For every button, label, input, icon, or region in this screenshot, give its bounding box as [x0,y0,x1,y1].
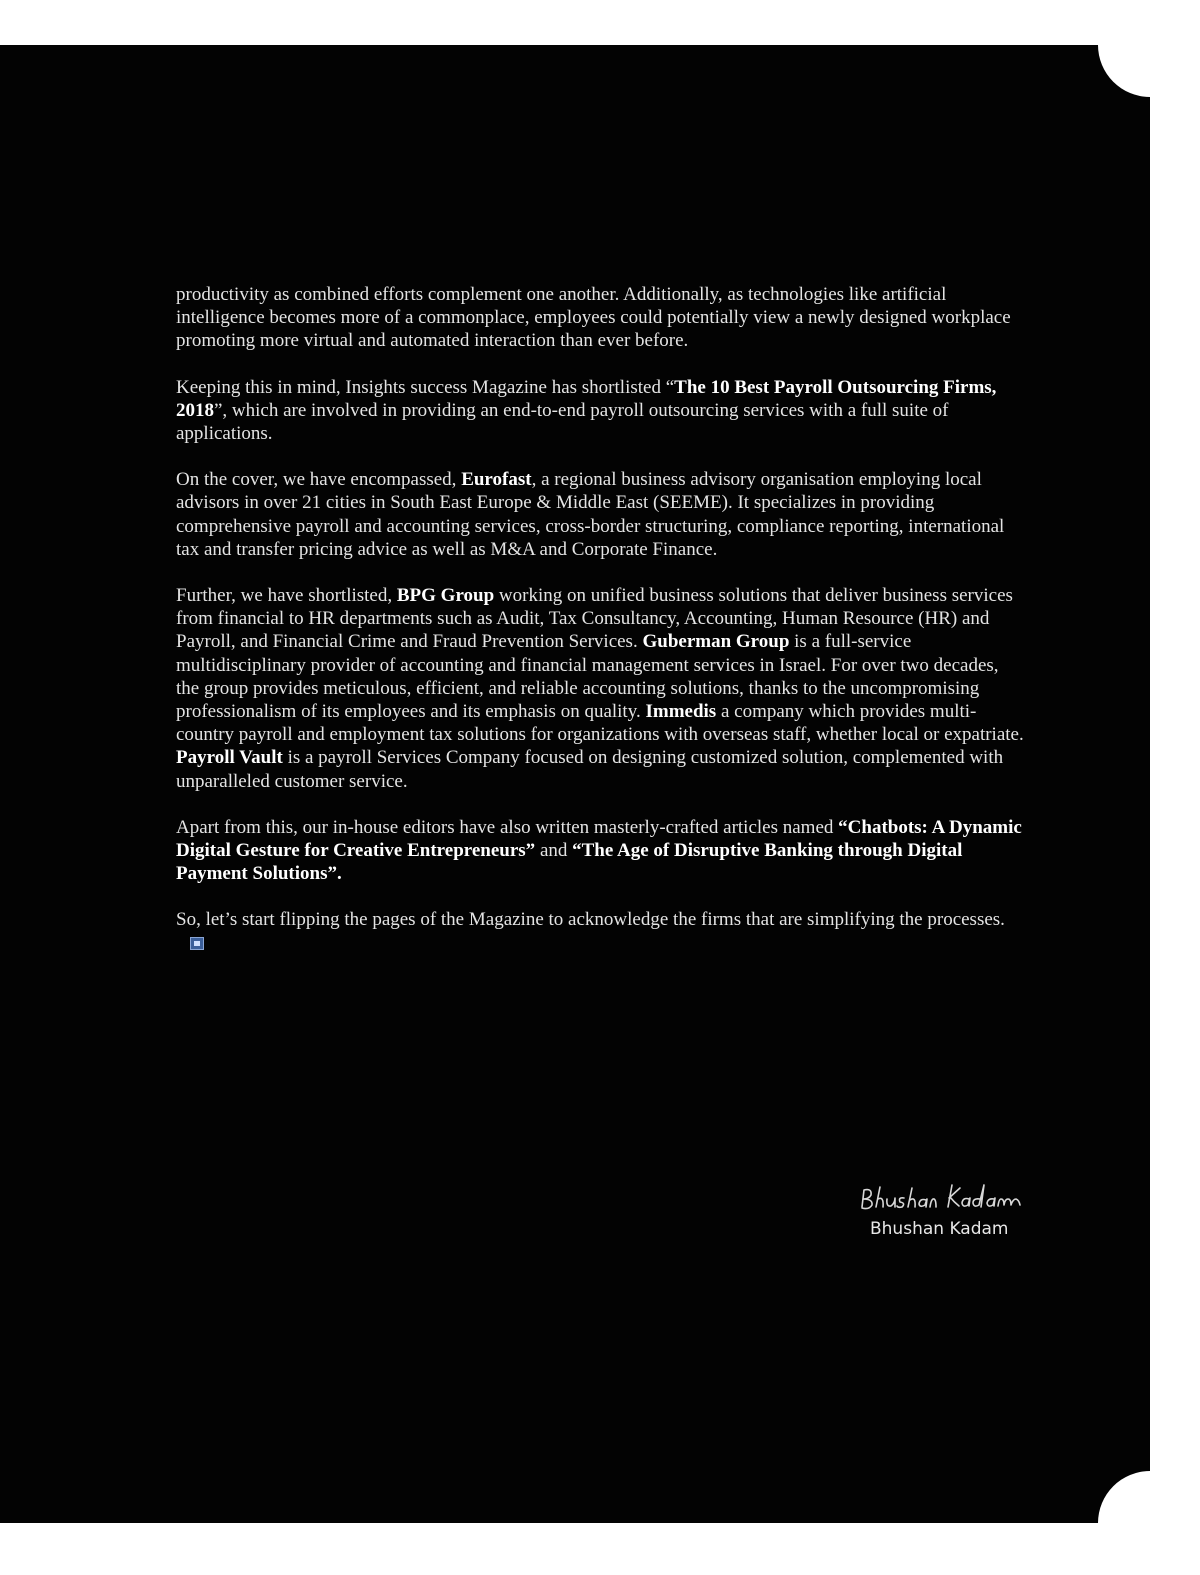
article-paragraph [176,816,1026,886]
highlighted-name: BPG Group [396,585,495,607]
article-paragraph [176,584,1026,793]
paragraph-text: Further, we have shortlisted, [176,585,397,607]
highlighted-name: The 10 Best Payroll Outsourcing Firms, 2018 [176,376,997,421]
paragraph-text: a company which provides multi-country payroll and employment tax solutions for organizations with overseas staff, whether local or expatriate. [176,701,1024,746]
highlighted-name: Payroll Vault [176,747,283,769]
paragraph-text: working on unified business solutions that deliver business services from financial to HR departments such as Audit, Tax Consultancy, Accounting, Human Resource (HR) and Payroll, and Financial Crime and Fraud Prevention Services. [176,585,1013,653]
paragraph-text: is a full-service multidisciplinary provider of accounting and financial management services in Israel. For over two decades, the group provides meticulous, efficient, and reliable accounting solutions, thanks to the uncompromising professionalism of its employees and its emphasis on quality. [176,631,999,723]
paragraph-text: Keeping this in mind, Insights success Magazine has shortlisted “ [176,376,675,398]
article-paragraph [176,468,1026,561]
highlighted-name: Guberman Group [642,631,790,653]
editorial-article [176,283,1026,978]
panel-corner-notch-bottom [1098,1471,1150,1523]
paragraph-text: So, let’s start flipping the pages of the Magazine to acknowledge the firms that are simplifying the processes. [176,909,1005,931]
signature-name: Bhushan Kadam [870,1219,1009,1239]
paragraph-text: productivity as combined efforts complement one another. Additionally, as technologies like artificial intelligence becomes more of a commonplace, employees could potentially view a newly designed workplace promoting more virtual and automated interaction than ever before. [176,284,1011,352]
highlighted-name: “Chatbots: A Dynamic Digital Gesture for Creative Entrepreneurs” [176,816,1022,862]
paragraph-text: On the cover, we have encompassed, [176,469,462,491]
highlighted-name: Eurofast [461,469,532,491]
panel-corner-notch-top [1098,45,1150,97]
article-paragraph [176,376,1026,446]
handwritten-signature [858,1177,1028,1217]
paragraph-text: Apart from this, our in-house editors have also written masterly-crafted articles named [176,816,839,838]
paragraph-text: ”, which are involved in providing an end-to-end payroll outsourcing services with a full suite of applications. [176,399,949,445]
paragraph-text: is a payroll Services Company focused on designing customized solution, complemented with unparalleled customer service. [176,747,1004,792]
article-paragraph [176,908,1026,954]
highlighted-name: “The Age of Disruptive Banking through Digital Payment Solutions”. [176,840,963,885]
paragraph-text: , a regional business advisory organisation employing local advisors in over 21 cities in South East Europe & Middle East (SEEME). It specializes in providing comprehensive payroll and accounting services, cross-border structuring, compliance reporting, international tax and transfer pricing advice as well as M&A and Corporate Finance. [176,469,1005,560]
end-mark-icon [190,937,204,950]
highlighted-name: Immedis [645,701,717,723]
paragraph-text: and [535,840,573,862]
article-paragraph [176,283,1026,353]
